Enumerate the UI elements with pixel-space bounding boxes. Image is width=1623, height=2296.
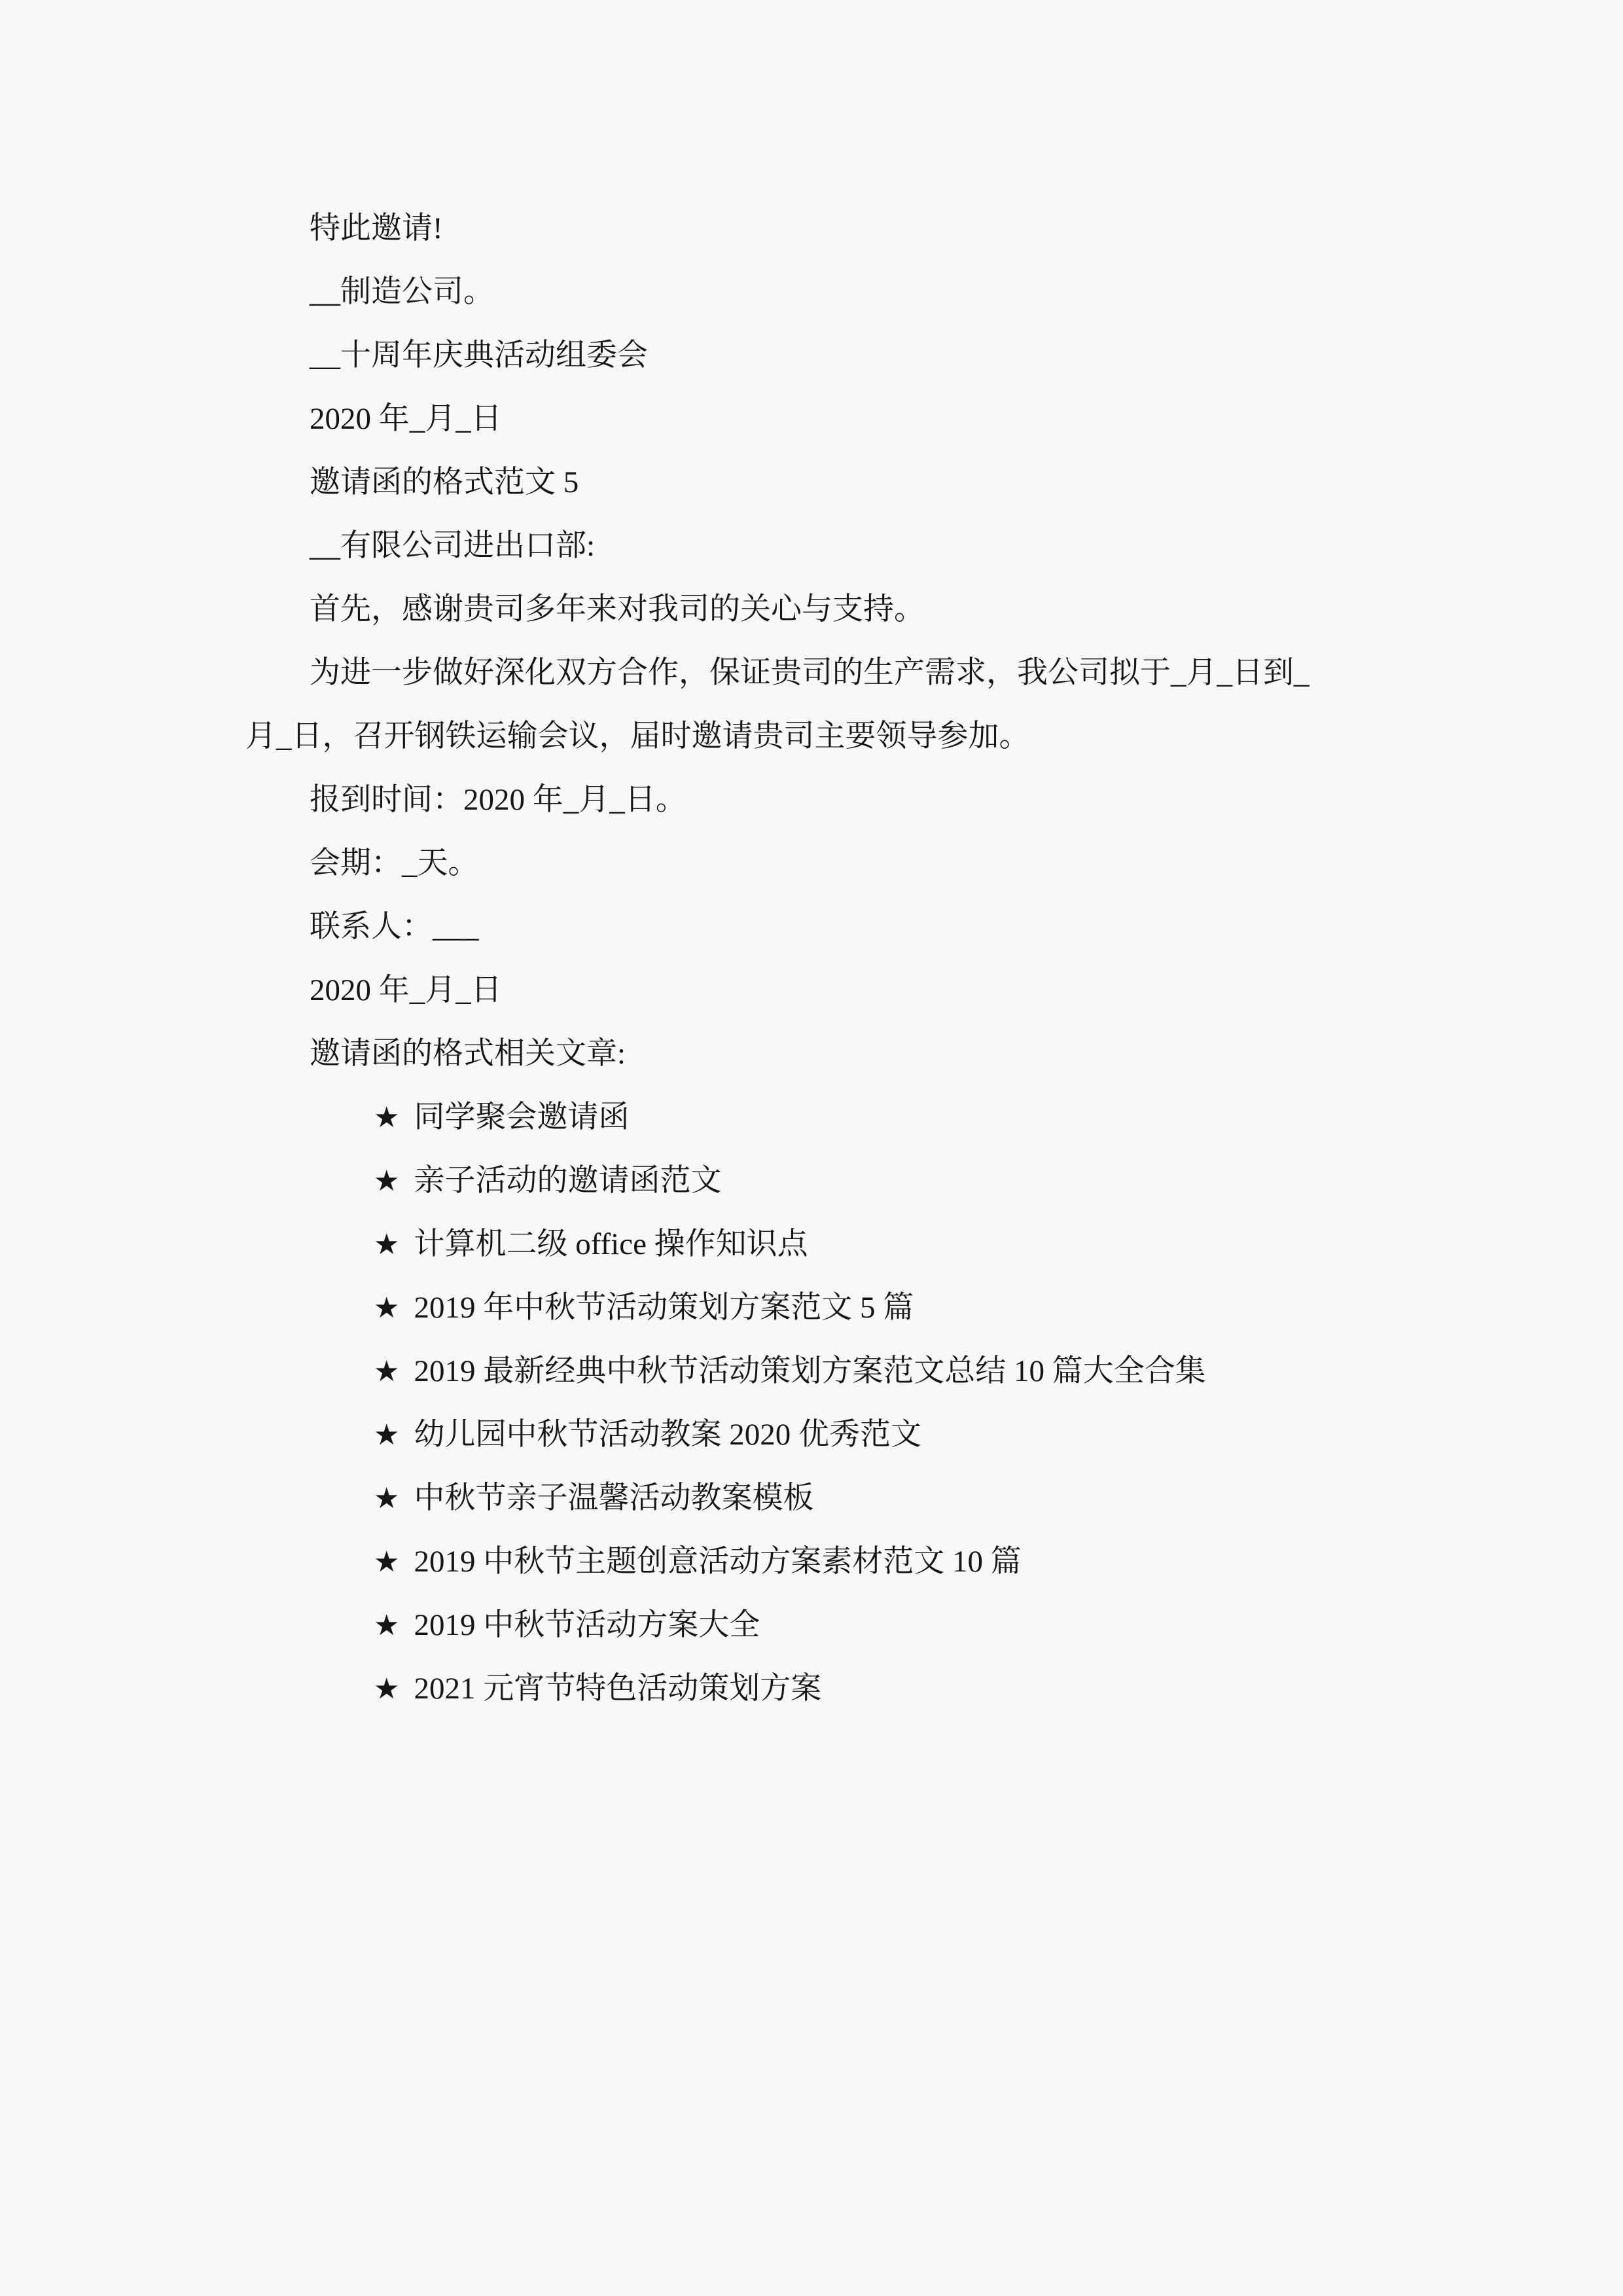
line-text: 会期：_天。 xyxy=(310,846,479,880)
star-bullet-icon: ★ xyxy=(374,1609,400,1641)
line-text: 为进一步做好深化双方合作，保证贵司的生产需求，我公司拟于_月_日到_ xyxy=(310,656,1310,690)
text-line xyxy=(245,959,1378,1022)
line-text: 报到时间：2020 年_月_日。 xyxy=(310,783,687,817)
star-bullet-icon: ★ xyxy=(374,1102,400,1134)
related-article-item xyxy=(245,1467,1378,1530)
line-text: 首先，感谢贵司多年来对我司的关心与支持。 xyxy=(310,592,925,626)
related-article-label: 中秋节亲子温馨活动教案模板 xyxy=(414,1481,814,1515)
line-text: 邀请函的格式范文 5 xyxy=(310,465,579,499)
star-bullet-icon: ★ xyxy=(374,1229,400,1261)
related-article-label: 亲子活动的邀请函范文 xyxy=(414,1164,722,1198)
star-bullet-icon: ★ xyxy=(374,1165,400,1197)
star-bullet-icon: ★ xyxy=(374,1546,400,1578)
related-article-item xyxy=(245,1657,1378,1721)
line-text: 邀请函的格式相关文章: xyxy=(310,1037,626,1071)
line-text: __制造公司。 xyxy=(310,275,494,309)
related-article-item xyxy=(245,1276,1378,1340)
related-article-label: 2019 最新经典中秋节活动策划方案范文总结 10 篇大全合集 xyxy=(414,1354,1206,1388)
star-bullet-icon: ★ xyxy=(374,1673,400,1705)
text-line xyxy=(245,514,1378,578)
related-article-label: 幼儿园中秋节活动教案 2020 优秀范文 xyxy=(414,1418,921,1452)
line-text: 联系人：___ xyxy=(310,910,479,944)
star-bullet-icon: ★ xyxy=(374,1419,400,1451)
star-bullet-icon: ★ xyxy=(374,1292,400,1324)
text-line xyxy=(245,578,1378,641)
text-line xyxy=(245,895,1378,959)
star-bullet-icon: ★ xyxy=(374,1355,400,1388)
related-article-item xyxy=(245,1149,1378,1213)
text-line xyxy=(245,451,1378,514)
text-line xyxy=(245,705,1378,768)
text-line xyxy=(245,260,1378,324)
related-article-item xyxy=(245,1403,1378,1467)
line-text: 2020 年_月_日 xyxy=(310,402,502,436)
related-article-label: 同学聚会邀请函 xyxy=(414,1100,630,1134)
related-article-item xyxy=(245,1213,1378,1276)
related-article-item xyxy=(245,1086,1378,1149)
related-article-item xyxy=(245,1530,1378,1594)
related-article-label: 2019 年中秋节活动策划方案范文 5 篇 xyxy=(414,1291,914,1325)
text-line xyxy=(245,197,1378,260)
line-text: 2020 年_月_日 xyxy=(310,973,502,1007)
text-line xyxy=(245,387,1378,451)
related-article-label: 2019 中秋节活动方案大全 xyxy=(414,1608,760,1642)
text-line xyxy=(245,641,1378,705)
text-line xyxy=(245,324,1378,387)
text-line xyxy=(245,832,1378,895)
star-bullet-icon: ★ xyxy=(374,1482,400,1515)
line-text: 月_日，召开钢铁运输会议，届时邀请贵司主要领导参加。 xyxy=(245,719,1030,753)
line-text: __十周年庆典活动组委会 xyxy=(310,338,648,372)
line-text: 特此邀请! xyxy=(310,211,443,245)
line-text: __有限公司进出口部: xyxy=(310,529,596,563)
related-article-label: 2019 中秋节主题创意活动方案素材范文 10 篇 xyxy=(414,1545,1022,1579)
related-article-label: 2021 元宵节特色活动策划方案 xyxy=(414,1672,822,1706)
text-line xyxy=(245,768,1378,832)
related-article-item xyxy=(245,1340,1378,1403)
text-line xyxy=(245,1022,1378,1086)
related-article-item xyxy=(245,1594,1378,1657)
related-article-label: 计算机二级 office 操作知识点 xyxy=(414,1227,808,1261)
